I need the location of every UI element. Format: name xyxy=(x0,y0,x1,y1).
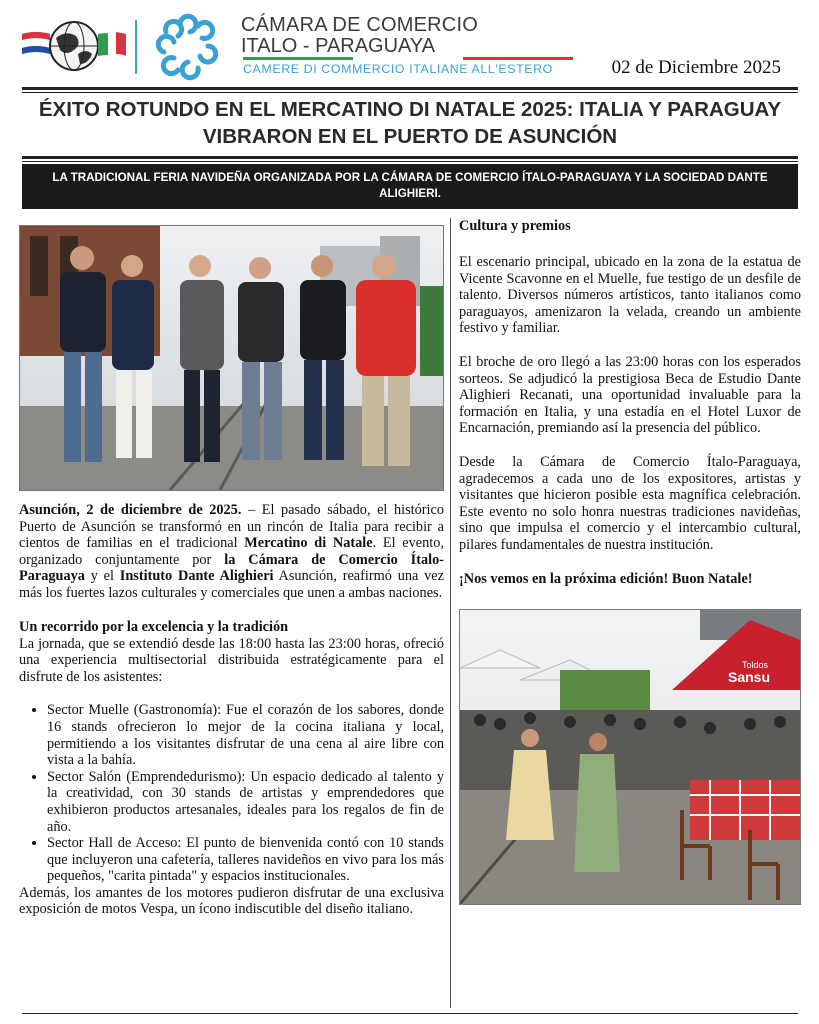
italy-paraguay-globe-logo xyxy=(22,20,126,72)
intro-org-2: Instituto Dante Alighieri xyxy=(119,568,274,585)
intro-paragraph xyxy=(19,502,444,602)
header-rule-thin xyxy=(22,92,798,93)
intro-text-g: Asunción, reafirmó una vez más los fuertes lazos culturales y comerciales que unen a ambas naciones. xyxy=(19,568,444,601)
list-item: • Sector Hall de Acceso: El punto de bienvenida contó con 10 stands que incluyeron una cafetería, talleres navideños en vivo para los más pequeños, "carita pintada" y espacios institucionales. xyxy=(47,835,444,885)
market-photo xyxy=(459,609,801,905)
org-name-line1: CÁMARA DE COMERCIO xyxy=(241,14,478,36)
list-item: • Sector Salón (Emprendedurismo): Un espacio dedicado al talento y la creatividad, con 30 stands de artistas y emprendedores que exhibieron productos artesanales, ideales para los regalos de fin de año. xyxy=(47,769,444,835)
footer-rule xyxy=(22,1013,798,1014)
dateline: Asunción, 2 de diciembre de 2025. xyxy=(19,502,242,518)
headline-rule-thin xyxy=(22,161,798,162)
culture-paragraph-2: El broche de oro llegó a las 23:00 horas con los esperados sorteos. Se adjudicó la prestigiosa Beca de Estudio Dante Alighieri Recanati, una oportunidad invaluable para la formación en Italia, y una estadía en el Hotel Luxor de Encarnación, premiando así la presencia del público. xyxy=(459,353,801,437)
sector-list xyxy=(19,702,444,885)
subheadline-banner: LA TRADICIONAL FERIA NAVIDEÑA ORGANIZADA POR LA CÁMARA DE COMERCIO ÍTALO-PARAGUAYA Y LA SOCIEDAD DANTE ALIGHIERI. xyxy=(22,164,798,209)
intro-text-e: y el xyxy=(84,568,120,585)
culture-title: Cultura y premios xyxy=(459,218,571,234)
left-column xyxy=(19,225,444,918)
thanks-paragraph: Desde la Cámara de Comercio Ítalo-Paraguaya, agradecemos a cada uno de los expositores, artistas y visitantes que hicieron posible esta magnífica celebración. Este evento no solo honra nuestras tradiciones navideñas, sino que impulsa el comercio y el intercambio cultural, pilares fundamentales de nuestra institución. xyxy=(459,453,801,553)
intro-text-a: – El pasado sábado, el histórico Puerto de Asunción se transformó en un rincón de Italia para recibir a cientos de familias en el tradicional xyxy=(19,502,445,552)
closing-line: ¡Nos vemos en la próxima edición! Buon Natale! xyxy=(459,570,753,587)
tent-brand-line2: Sansu xyxy=(728,668,771,685)
column-divider xyxy=(450,218,451,1008)
closing-paragraph: Además, los amantes de los motores pudieron disfrutar de una exclusiva exposición de motos Vespa, un ícono indiscutible del diseño italiano. xyxy=(19,884,444,918)
intro-org-1: la Cámara de Comercio Ítalo-Paraguaya xyxy=(19,551,444,585)
list-item: • Sector Muelle (Gastronomía): Fue el corazón de los sabores, donde 16 stands ofrecieron lo mejor de la cocina italiana y local, permitiendo a los visitantes disfrutar de una cena al aire libre con vista a la bahía. xyxy=(47,702,444,768)
intro-text-c: . El evento, organizado conjuntamente por xyxy=(19,535,444,568)
org-tagline: CAMERE DI COMMERCIO ITALIANE ALL'ESTERO xyxy=(243,62,553,76)
divider xyxy=(135,20,137,74)
culture-paragraph-1: El escenario principal, ubicado en la zona de la estatua de Vicente Scavonne en el Muelle, fue testigo de un desfile de talento. Diversos números artísticos, tanto italianos como paraguayos, amenizaron la velada, creando un ambiente festivo y familiar. xyxy=(459,254,801,337)
chamber-logo xyxy=(150,12,228,82)
header-rule xyxy=(22,87,798,90)
tent-brand-line1: Toldos xyxy=(742,659,769,670)
letterhead xyxy=(0,0,819,88)
right-column xyxy=(459,218,801,905)
headline: ÉXITO ROTUNDO EN EL MERCATINO DI NATALE 2025: ITALIA Y PARAGUAY VIBRARON EN EL PUERTO DE ASUNCIÓN xyxy=(38,98,782,148)
intro-event-name: Mercatino di Natale xyxy=(244,535,373,552)
org-name-line2: ITALO - PARAGUAYA xyxy=(241,35,436,57)
tricolor-line xyxy=(243,57,573,60)
section-title: Un recorrido por la excelencia y la tradición xyxy=(19,618,289,635)
group-photo xyxy=(19,225,444,491)
headline-rule xyxy=(22,156,798,159)
issue-date: 02 de Diciembre 2025 xyxy=(611,57,781,78)
section-text: La jornada, que se extendió desde las 18:00 hasta las 23:00 horas, ofreció una experiencia multisectorial distribuida estratégicamente para el disfrute de los asistentes: xyxy=(19,635,444,685)
